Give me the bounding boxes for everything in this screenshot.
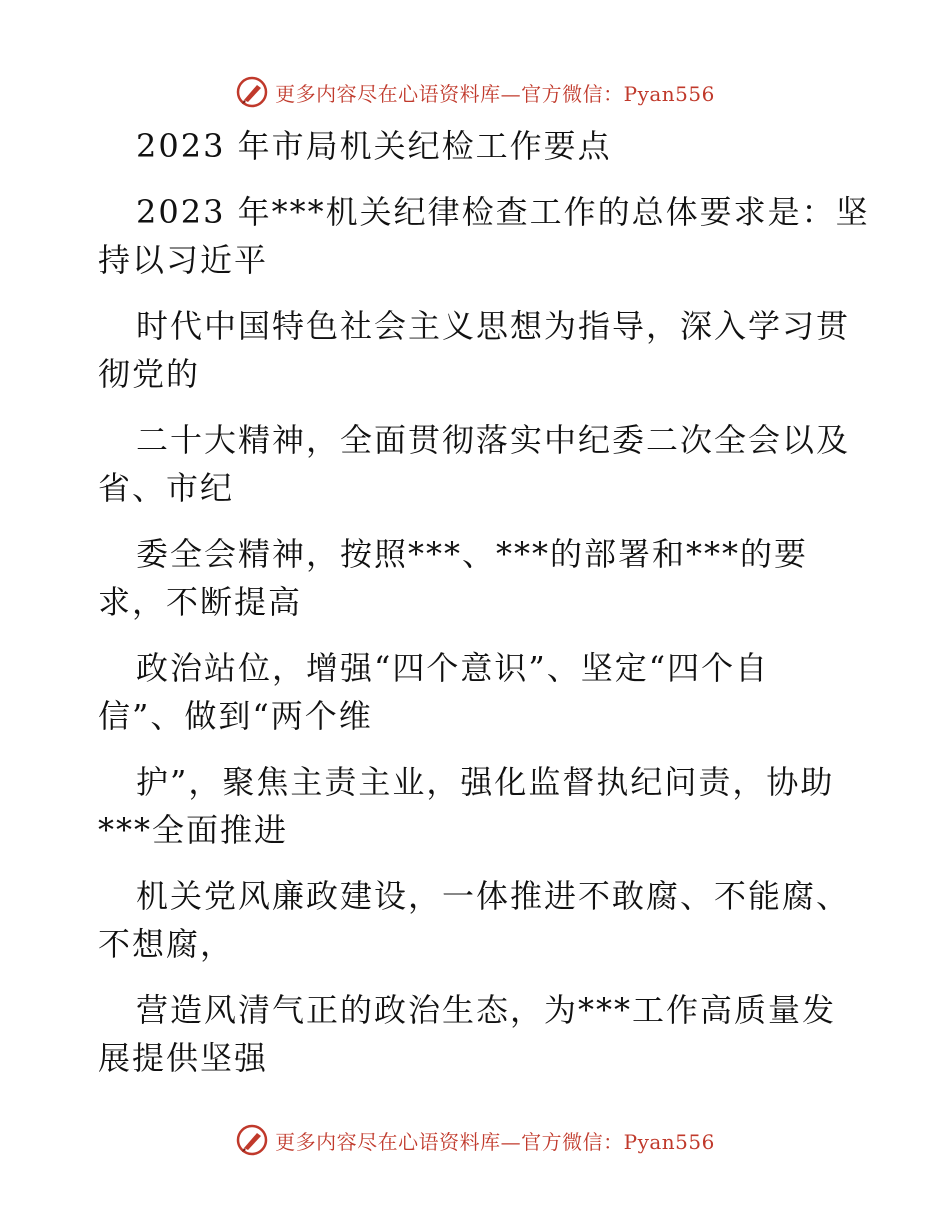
pen-logo-icon xyxy=(235,1123,269,1157)
text-line: 信”、做到“两个维 xyxy=(98,697,373,735)
watermark-text: 更多内容尽在心语资料库—官方微信：Pyan556 xyxy=(275,1129,715,1154)
text-line: 持以习近平 xyxy=(98,241,269,279)
text-line: 时代中国特色社会主义思想为指导，深入学习贯 xyxy=(136,307,851,345)
text-line: 机关党风廉政建设，一体推进不敢腐、不能腐、 xyxy=(136,877,851,915)
text-line: 政治站位，增强“四个意识”、坚定“四个自 xyxy=(136,649,770,687)
watermark-group xyxy=(235,75,715,109)
text-line: 求，不断提高 xyxy=(98,583,303,621)
watermark-group xyxy=(235,1123,715,1157)
watermark-text: 更多内容尽在心语资料库—官方微信：Pyan556 xyxy=(275,81,715,106)
text-line: 2023 年***机关纪律检查工作的总体要求是：坚 xyxy=(136,193,870,231)
text-line: 二十大精神，全面贯彻落实中纪委二次全会以及 xyxy=(136,421,851,459)
text-line: 委全会精神，按照***、***的部署和***的要 xyxy=(136,535,809,573)
watermark-banner-top xyxy=(0,72,950,112)
watermark-banner-bottom xyxy=(0,1120,950,1160)
document-body xyxy=(98,122,870,1082)
text-line: 省、市纪 xyxy=(98,469,235,507)
text-line: ***全面推进 xyxy=(98,811,289,849)
text-line: 彻党的 xyxy=(98,355,201,393)
text-line: 护”，聚焦主责主业，强化监督执纪问责，协助 xyxy=(136,763,835,801)
pen-logo-icon xyxy=(235,75,269,109)
text-line: 不想腐， xyxy=(98,925,235,963)
text-line: 展提供坚强 xyxy=(98,1039,269,1077)
text-line: 营造风清气正的政治生态，为***工作高质量发 xyxy=(136,991,837,1029)
document-title: 2023 年市局机关纪检工作要点 xyxy=(136,127,612,165)
